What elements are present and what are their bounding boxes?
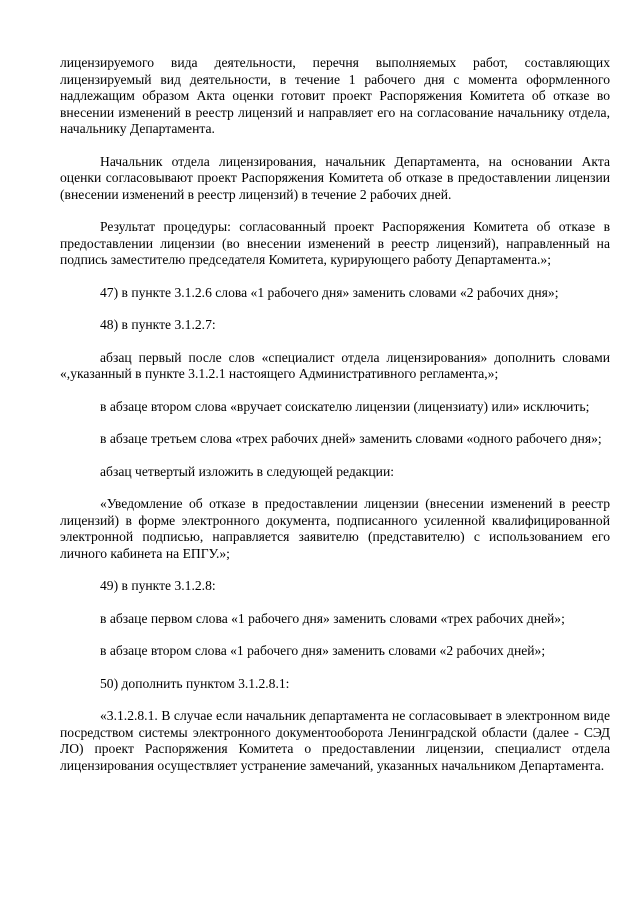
paragraph-notice-quote: «Уведомление об отказе в предоставлении лицензии (внесении изменений в реестр лицензий) в форме электронного документа, подписанного усиленной квалифицированной электронной подписью, направляется заявителю (представителю) с использованием его личного кабинета на ЕПГУ.»; — [60, 496, 610, 561]
paragraph-approval: Начальник отдела лицензирования, начальник Департамента, на основании Акта оценки согласовывают проект Распоряжения Комитета об отказе в предоставлении лицензии (внесении изменений в реестр лицензий) в течение 2 рабочих дней. — [60, 153, 610, 202]
paragraph-48-third: в абзаце третьем слова «трех рабочих дней» заменить словами «одного рабочего дня»; — [100, 431, 602, 446]
paragraph-item-49: 49) в пункте 3.1.2.8: — [100, 578, 216, 593]
paragraph-item-48: 48) в пункте 3.1.2.7: — [100, 317, 216, 332]
paragraph-48-first: абзац первый после слов «специалист отдела лицензирования» дополнить словами «,указанный в пункте 3.1.2.1 настоящего Административного регламента,»; — [60, 349, 610, 381]
paragraph-48-second: в абзаце втором слова «вручает соискателю лицензии (лицензиату) или» исключить; — [100, 398, 590, 414]
paragraph-3-1-2-8-1: «3.1.2.8.1. В случае если начальник департамента не согласовывает в электронном виде посредством системы электронного документооборота Ленинградской области (далее - СЭД ЛО) проект Распоряжения Комитета о предоставлении лицензии, специалист отдела лицензирования осуществляет устранение замечаний, указанных начальником Департамента. — [60, 708, 610, 773]
paragraph-item-47: 47) в пункте 3.1.2.6 слова «1 рабочего дня» заменить словами «2 рабочих дня»; — [100, 284, 559, 300]
paragraph-49-second: в абзаце втором слова «1 рабочего дня» заменить словами «2 рабочих дней»; — [100, 643, 546, 658]
paragraph-item-50: 50) дополнить пунктом 3.1.2.8.1: — [100, 675, 290, 691]
paragraph-procedure-result: Результат процедуры: согласованный проект Распоряжения Комитета об отказе в предоставлении лицензии (во внесении изменений в реестр лицензий), направленный на подпись заместителю председателя Комитета, курирующего работу Департамента.»; — [60, 219, 610, 267]
paragraph-49-first: в абзаце первом слова «1 рабочего дня» заменить словами «трех рабочих дней»; — [100, 610, 565, 626]
paragraph-continuation: лицензируемого вида деятельности, перечня выполняемых работ, составляющих лицензируемый вид деятельности, в течение 1 рабочего дня с момента оформленного надлежащим образом Акта оценки готовит проект Распоряжения Комитета об отказе во внесении изменений в реестр лицензий и направляет его на согласование начальнику отдела, начальнику Департамента. — [60, 55, 610, 136]
paragraph-48-fourth: абзац четвертый изложить в следующей редакции: — [100, 463, 395, 479]
